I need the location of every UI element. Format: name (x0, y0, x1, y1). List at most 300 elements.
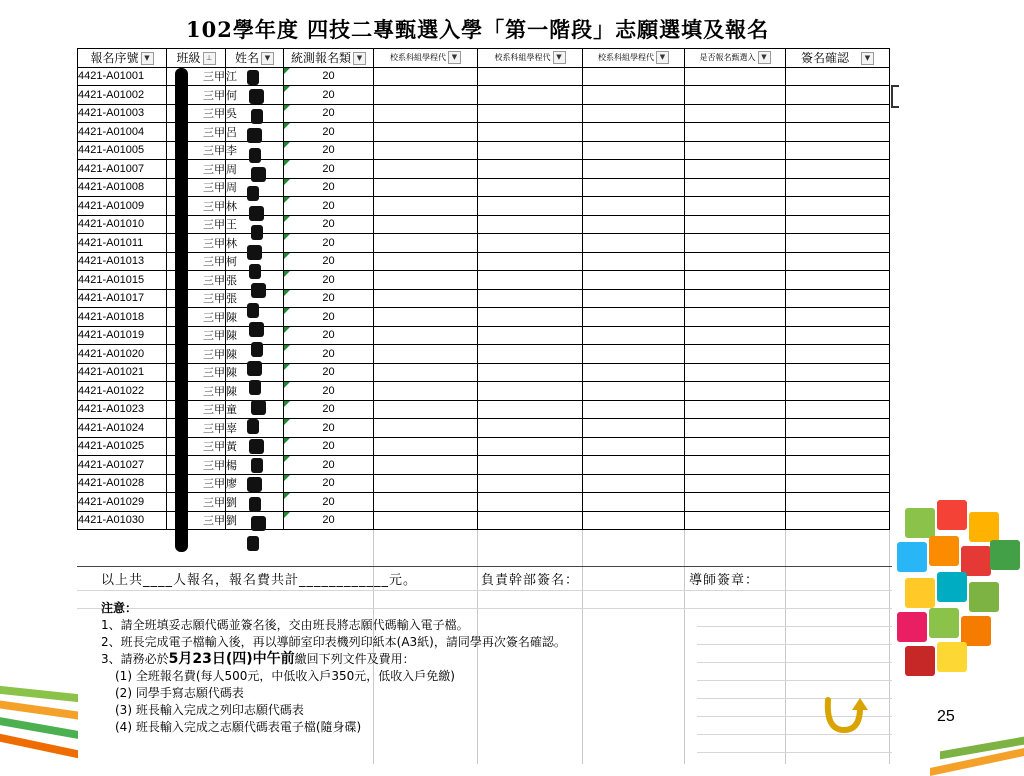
row-class-cell[interactable]: 三甲 (167, 86, 226, 105)
empty-cell[interactable] (786, 400, 890, 419)
empty-cell[interactable] (374, 326, 478, 345)
empty-cell[interactable] (374, 215, 478, 234)
row-name-cell[interactable]: 吳 (226, 104, 284, 123)
empty-cell[interactable] (786, 326, 890, 345)
empty-cell[interactable] (374, 141, 478, 160)
empty-cell[interactable] (583, 215, 685, 234)
row-id-cell[interactable]: 4421-A01030 (78, 511, 167, 530)
name-redaction-mark (249, 148, 261, 163)
empty-cell[interactable] (478, 141, 583, 160)
empty-cell[interactable] (583, 67, 685, 86)
row-class-cell[interactable]: 三甲 (167, 289, 226, 308)
empty-cell[interactable] (478, 326, 583, 345)
empty-cell[interactable] (478, 215, 583, 234)
row-name-cell[interactable]: 王 (226, 215, 284, 234)
row-name-cell[interactable]: 廖 (226, 474, 284, 493)
empty-cell[interactable] (583, 197, 685, 216)
empty-cell[interactable] (374, 400, 478, 419)
row-class-cell[interactable]: 三甲 (167, 511, 226, 530)
empty-cell[interactable] (583, 511, 685, 530)
table-row (78, 511, 890, 530)
empty-cell[interactable] (685, 141, 786, 160)
empty-cell[interactable] (478, 400, 583, 419)
empty-cell[interactable] (786, 104, 890, 123)
empty-cell[interactable] (685, 363, 786, 382)
row-class-cell[interactable]: 三甲 (167, 382, 226, 401)
empty-cell[interactable] (478, 86, 583, 105)
name-redaction-mark (249, 89, 264, 104)
column-header[interactable]: 校系科組學程代 ▼ (583, 49, 685, 68)
comment-marker-icon (284, 160, 290, 166)
empty-cell[interactable] (583, 86, 685, 105)
empty-cell[interactable] (478, 197, 583, 216)
row-count-cell[interactable]: 20 (284, 345, 374, 364)
row-count-cell[interactable]: 20 (284, 86, 374, 105)
empty-cell[interactable] (478, 437, 583, 456)
table-row (78, 289, 890, 308)
row-count-cell[interactable]: 20 (284, 141, 374, 160)
row-name-cell[interactable]: 林 (226, 197, 284, 216)
name-redaction-mark (249, 264, 261, 279)
row-name-cell[interactable]: 林 (226, 234, 284, 253)
empty-cell[interactable] (374, 104, 478, 123)
spreadsheet-area (77, 48, 892, 764)
note-item: 1、請全班填妥志願代碼並簽名後，交由班長將志願代碼輸入電子檔。 (101, 618, 469, 632)
comment-marker-icon (284, 68, 290, 74)
table-row (78, 123, 890, 142)
row-id-cell[interactable]: 4421-A01007 (78, 160, 167, 179)
column-header[interactable]: 報名序號 ▼ (78, 49, 167, 68)
empty-cell[interactable] (583, 400, 685, 419)
empty-cell[interactable] (374, 419, 478, 438)
table-row (78, 86, 890, 105)
row-class-cell[interactable]: 三甲 (167, 271, 226, 290)
comment-marker-icon (284, 308, 290, 314)
row-name-cell[interactable]: 陳 (226, 326, 284, 345)
empty-cell[interactable] (478, 493, 583, 512)
row-name-cell[interactable]: 陳 (226, 382, 284, 401)
empty-cell[interactable] (685, 437, 786, 456)
return-arrow-icon[interactable] (822, 696, 870, 736)
empty-cell[interactable] (374, 308, 478, 327)
empty-cell[interactable] (583, 104, 685, 123)
empty-cell[interactable] (583, 493, 685, 512)
empty-cell[interactable] (685, 215, 786, 234)
empty-cell[interactable] (786, 474, 890, 493)
empty-cell[interactable] (374, 271, 478, 290)
row-id-cell[interactable]: 4421-A01029 (78, 493, 167, 512)
row-count-cell[interactable]: 20 (284, 437, 374, 456)
comment-marker-icon (284, 419, 290, 425)
name-redaction-mark (247, 186, 259, 201)
empty-cell[interactable] (685, 511, 786, 530)
row-class-cell[interactable]: 三甲 (167, 197, 226, 216)
row-count-cell[interactable]: 20 (284, 271, 374, 290)
row-count-cell[interactable]: 20 (284, 511, 374, 530)
row-count-cell[interactable]: 20 (284, 400, 374, 419)
empty-cell[interactable] (685, 474, 786, 493)
table-row (78, 456, 890, 475)
row-id-cell[interactable]: 4421-A01003 (78, 104, 167, 123)
row-id-cell[interactable]: 4421-A01028 (78, 474, 167, 493)
empty-cell[interactable] (685, 86, 786, 105)
row-id-cell[interactable]: 4421-A01021 (78, 363, 167, 382)
comment-marker-icon (284, 327, 290, 333)
leader-signature-label: 負責幹部簽名： (481, 573, 580, 588)
empty-cell[interactable] (478, 234, 583, 253)
name-redaction-mark (247, 245, 262, 260)
row-name-cell[interactable]: 李 (226, 141, 284, 160)
empty-cell[interactable] (786, 234, 890, 253)
empty-cell[interactable] (786, 252, 890, 271)
row-class-cell[interactable]: 三甲 (167, 141, 226, 160)
row-count-cell[interactable]: 20 (284, 178, 374, 197)
empty-cell[interactable] (583, 289, 685, 308)
filter-dropdown-icon[interactable]: ▼ (553, 51, 566, 64)
empty-cell[interactable] (583, 474, 685, 493)
row-count-cell[interactable]: 20 (284, 419, 374, 438)
row-id-cell[interactable]: 4421-A01005 (78, 141, 167, 160)
row-class-cell[interactable]: 三甲 (167, 252, 226, 271)
empty-cell[interactable] (583, 456, 685, 475)
empty-cell[interactable] (786, 123, 890, 142)
table-row (78, 363, 890, 382)
empty-cell[interactable] (685, 104, 786, 123)
empty-cell[interactable] (583, 345, 685, 364)
empty-cell[interactable] (685, 345, 786, 364)
empty-cell[interactable] (374, 493, 478, 512)
empty-cell[interactable] (786, 382, 890, 401)
empty-cell[interactable] (786, 511, 890, 530)
empty-cell[interactable] (685, 419, 786, 438)
row-name-cell[interactable]: 呂 (226, 123, 284, 142)
empty-cell[interactable] (374, 178, 478, 197)
empty-cell[interactable] (478, 104, 583, 123)
empty-cell[interactable] (786, 141, 890, 160)
empty-cell[interactable] (583, 123, 685, 142)
filter-dropdown-icon[interactable]: ▼ (448, 51, 461, 64)
note-subitem: (3) 班長輸入完成之列印志願代碼表 (115, 703, 304, 717)
row-class-cell[interactable]: 三甲 (167, 160, 226, 179)
registration-table (77, 48, 890, 530)
empty-cell[interactable] (685, 160, 786, 179)
comment-marker-icon (284, 216, 290, 222)
name-redaction-mark (251, 400, 266, 415)
name-redaction-mark (247, 303, 259, 318)
empty-cell[interactable] (583, 178, 685, 197)
empty-cell[interactable] (786, 363, 890, 382)
filter-dropdown-icon[interactable]: ▼ (861, 52, 874, 65)
empty-cell[interactable] (685, 252, 786, 271)
empty-cell[interactable] (685, 400, 786, 419)
row-name-cell[interactable]: 張 (226, 289, 284, 308)
row-name-cell[interactable]: 劉 (226, 493, 284, 512)
comment-marker-icon (284, 123, 290, 129)
row-name-cell[interactable]: 劉 (226, 511, 284, 530)
empty-cell[interactable] (478, 271, 583, 290)
empty-cell[interactable] (685, 67, 786, 86)
empty-cell[interactable] (374, 234, 478, 253)
filter-dropdown-icon[interactable]: ▼ (656, 51, 669, 64)
row-id-cell[interactable]: 4421-A01018 (78, 308, 167, 327)
row-id-cell[interactable]: 4421-A01017 (78, 289, 167, 308)
column-header[interactable]: 統測報名類 ▼ (284, 49, 374, 68)
row-class-cell[interactable]: 三甲 (167, 326, 226, 345)
row-count-cell[interactable]: 20 (284, 493, 374, 512)
table-row (78, 419, 890, 438)
row-id-cell[interactable]: 4421-A01008 (78, 178, 167, 197)
row-class-cell[interactable]: 三甲 (167, 400, 226, 419)
column-header[interactable]: 校系科組學程代 ▼ (374, 49, 478, 68)
row-class-cell[interactable]: 三甲 (167, 474, 226, 493)
empty-cell[interactable] (478, 456, 583, 475)
empty-cell[interactable] (685, 456, 786, 475)
table-row (78, 252, 890, 271)
row-class-cell[interactable]: 三甲 (167, 215, 226, 234)
teacher-signature-label: 導師簽章： (689, 573, 760, 588)
empty-cell[interactable] (786, 197, 890, 216)
empty-cell[interactable] (583, 308, 685, 327)
empty-cell[interactable] (478, 474, 583, 493)
row-name-cell[interactable]: 陳 (226, 308, 284, 327)
row-count-cell[interactable]: 20 (284, 104, 374, 123)
empty-cell[interactable] (583, 382, 685, 401)
empty-cell[interactable] (786, 215, 890, 234)
row-id-cell[interactable]: 4421-A01025 (78, 437, 167, 456)
name-redaction-mark (247, 419, 259, 434)
empty-cell[interactable] (685, 382, 786, 401)
row-class-cell[interactable]: 三甲 (167, 178, 226, 197)
row-class-cell[interactable]: 三甲 (167, 104, 226, 123)
empty-cell[interactable] (374, 456, 478, 475)
empty-cell[interactable] (685, 493, 786, 512)
empty-cell[interactable] (685, 326, 786, 345)
empty-cell[interactable] (583, 141, 685, 160)
empty-cell[interactable] (583, 160, 685, 179)
empty-cell[interactable] (786, 493, 890, 512)
comment-marker-icon (284, 364, 290, 370)
row-count-cell[interactable]: 20 (284, 474, 374, 493)
empty-cell[interactable] (478, 160, 583, 179)
empty-cell[interactable] (583, 271, 685, 290)
empty-cell[interactable] (478, 382, 583, 401)
row-count-cell[interactable]: 20 (284, 123, 374, 142)
table-row (78, 234, 890, 253)
empty-cell[interactable] (478, 178, 583, 197)
name-redaction-mark (249, 322, 264, 337)
row-id-cell[interactable]: 4421-A01009 (78, 197, 167, 216)
empty-cell[interactable] (685, 289, 786, 308)
filter-dropdown-icon[interactable]: ▼ (758, 51, 771, 64)
row-name-cell[interactable]: 楊 (226, 456, 284, 475)
row-class-cell[interactable]: 三甲 (167, 363, 226, 382)
row-name-cell[interactable]: 陳 (226, 345, 284, 364)
empty-cell[interactable] (374, 382, 478, 401)
table-row (78, 400, 890, 419)
row-id-cell[interactable]: 4421-A01004 (78, 123, 167, 142)
empty-cell[interactable] (786, 308, 890, 327)
deadline-text: 5月23日(四)中午前 (168, 651, 295, 667)
comment-marker-icon (284, 438, 290, 444)
comment-marker-icon (284, 475, 290, 481)
empty-cell[interactable] (786, 160, 890, 179)
empty-cell[interactable] (478, 289, 583, 308)
name-redaction-mark (251, 109, 263, 124)
column-header[interactable]: 姓名 ▼ (226, 49, 284, 68)
table-row (78, 178, 890, 197)
table-row (78, 493, 890, 512)
empty-cell[interactable] (583, 252, 685, 271)
table-row (78, 271, 890, 290)
filter-dropdown-icon[interactable]: ▼ (141, 52, 154, 65)
row-id-cell[interactable]: 4421-A01022 (78, 382, 167, 401)
row-count-cell[interactable]: 20 (284, 197, 374, 216)
empty-cell[interactable] (786, 456, 890, 475)
empty-cell[interactable] (786, 67, 890, 86)
empty-cell[interactable] (478, 345, 583, 364)
empty-cell[interactable] (583, 326, 685, 345)
empty-cell[interactable] (374, 86, 478, 105)
empty-cell[interactable] (786, 86, 890, 105)
column-header[interactable]: 簽名確認 ▼ (786, 49, 890, 68)
row-name-cell[interactable]: 童 (226, 400, 284, 419)
row-name-cell[interactable]: 陳 (226, 363, 284, 382)
empty-cell[interactable] (374, 252, 478, 271)
row-id-cell[interactable]: 4421-A01013 (78, 252, 167, 271)
row-class-cell[interactable]: 三甲 (167, 419, 226, 438)
name-redaction-mark (249, 439, 264, 454)
row-name-cell[interactable]: 江 (226, 67, 284, 86)
empty-cell[interactable] (478, 252, 583, 271)
empty-cell[interactable] (786, 289, 890, 308)
row-count-cell[interactable]: 20 (284, 456, 374, 475)
empty-cell[interactable] (478, 308, 583, 327)
row-name-cell[interactable]: 柯 (226, 252, 284, 271)
comment-marker-icon (284, 197, 290, 203)
empty-cell[interactable] (374, 67, 478, 86)
row-name-cell[interactable]: 辜 (226, 419, 284, 438)
row-id-cell[interactable]: 4421-A01020 (78, 345, 167, 364)
row-id-cell[interactable]: 4421-A01002 (78, 86, 167, 105)
row-class-cell[interactable]: 三甲 (167, 123, 226, 142)
row-id-cell[interactable]: 4421-A01027 (78, 456, 167, 475)
empty-cell[interactable] (786, 178, 890, 197)
note-item: 2、班長完成電子檔輸入後，再以導師室印表機列印紙本(A3紙)，請同學再次簽名確認。 (101, 635, 566, 649)
row-id-cell[interactable]: 4421-A01024 (78, 419, 167, 438)
empty-cell[interactable] (786, 345, 890, 364)
row-id-cell[interactable]: 4421-A01011 (78, 234, 167, 253)
row-count-cell[interactable]: 20 (284, 289, 374, 308)
empty-cell[interactable] (374, 197, 478, 216)
row-class-cell[interactable]: 三甲 (167, 493, 226, 512)
table-row (78, 141, 890, 160)
column-header[interactable]: 是否報名甄選入 ▼ (685, 49, 786, 68)
empty-cell[interactable] (374, 345, 478, 364)
empty-cell[interactable] (374, 123, 478, 142)
empty-cell[interactable] (374, 160, 478, 179)
row-id-cell[interactable]: 4421-A01001 (78, 67, 167, 86)
row-id-cell[interactable]: 4421-A01015 (78, 271, 167, 290)
column-header[interactable]: 校系科組學程代 ▼ (478, 49, 583, 68)
table-row (78, 437, 890, 456)
empty-cell[interactable] (478, 363, 583, 382)
row-count-cell[interactable]: 20 (284, 382, 374, 401)
row-class-cell[interactable]: 三甲 (167, 234, 226, 253)
empty-cell[interactable] (478, 67, 583, 86)
empty-cell[interactable] (374, 511, 478, 530)
row-class-cell[interactable]: 三甲 (167, 456, 226, 475)
table-row (78, 160, 890, 179)
empty-cell[interactable] (478, 511, 583, 530)
row-id-cell[interactable]: 4421-A01023 (78, 400, 167, 419)
row-count-cell[interactable]: 20 (284, 234, 374, 253)
row-class-cell[interactable]: 三甲 (167, 345, 226, 364)
empty-cell[interactable] (374, 289, 478, 308)
empty-cell[interactable] (786, 271, 890, 290)
empty-cell[interactable] (583, 363, 685, 382)
comment-marker-icon (284, 456, 290, 462)
row-id-cell[interactable]: 4421-A01010 (78, 215, 167, 234)
empty-cell[interactable] (374, 474, 478, 493)
row-name-cell[interactable]: 黃 (226, 437, 284, 456)
empty-cell[interactable] (685, 197, 786, 216)
row-id-cell[interactable]: 4421-A01019 (78, 326, 167, 345)
table-row (78, 308, 890, 327)
row-count-cell[interactable]: 20 (284, 326, 374, 345)
row-class-cell[interactable]: 三甲 (167, 308, 226, 327)
row-class-cell[interactable]: 三甲 (167, 437, 226, 456)
empty-cell[interactable] (685, 271, 786, 290)
empty-cell[interactable] (786, 437, 890, 456)
row-class-cell[interactable]: 三甲 (167, 67, 226, 86)
empty-cell[interactable] (478, 123, 583, 142)
row-name-cell[interactable]: 何 (226, 86, 284, 105)
empty-cell[interactable] (685, 123, 786, 142)
redaction-mark (175, 68, 188, 552)
empty-cell[interactable] (685, 178, 786, 197)
column-header[interactable]: 班級 ⊥ (167, 49, 226, 68)
row-count-cell[interactable]: 20 (284, 252, 374, 271)
name-redaction-mark (249, 206, 264, 221)
empty-cell[interactable] (374, 437, 478, 456)
row-count-cell[interactable]: 20 (284, 308, 374, 327)
empty-cell[interactable] (685, 308, 786, 327)
empty-cell[interactable] (583, 419, 685, 438)
filter-dropdown-icon[interactable]: ▼ (261, 52, 274, 65)
row-count-cell[interactable]: 20 (284, 160, 374, 179)
empty-cell[interactable] (685, 234, 786, 253)
name-redaction-mark (251, 458, 263, 473)
row-count-cell[interactable]: 20 (284, 67, 374, 86)
empty-cell[interactable] (374, 363, 478, 382)
comment-marker-icon (284, 253, 290, 259)
row-count-cell[interactable]: 20 (284, 215, 374, 234)
table-row (78, 326, 890, 345)
empty-cell[interactable] (786, 419, 890, 438)
row-name-cell[interactable]: 周 (226, 160, 284, 179)
empty-cell[interactable] (478, 419, 583, 438)
filter-dropdown-icon[interactable]: ▼ (353, 52, 366, 65)
filter-active-icon[interactable]: ⊥ (203, 52, 216, 65)
row-count-cell[interactable]: 20 (284, 363, 374, 382)
row-name-cell[interactable]: 張 (226, 271, 284, 290)
empty-cell[interactable] (583, 234, 685, 253)
empty-cell[interactable] (583, 437, 685, 456)
registration-total-text: 以上共____人報名，報名費共計____________元。 (101, 573, 418, 588)
name-redaction-mark (251, 167, 266, 182)
note-item: 3、請務必於5月23日(四)中午前繳回下列文件及費用： (101, 651, 415, 667)
row-name-cell[interactable]: 周 (226, 178, 284, 197)
